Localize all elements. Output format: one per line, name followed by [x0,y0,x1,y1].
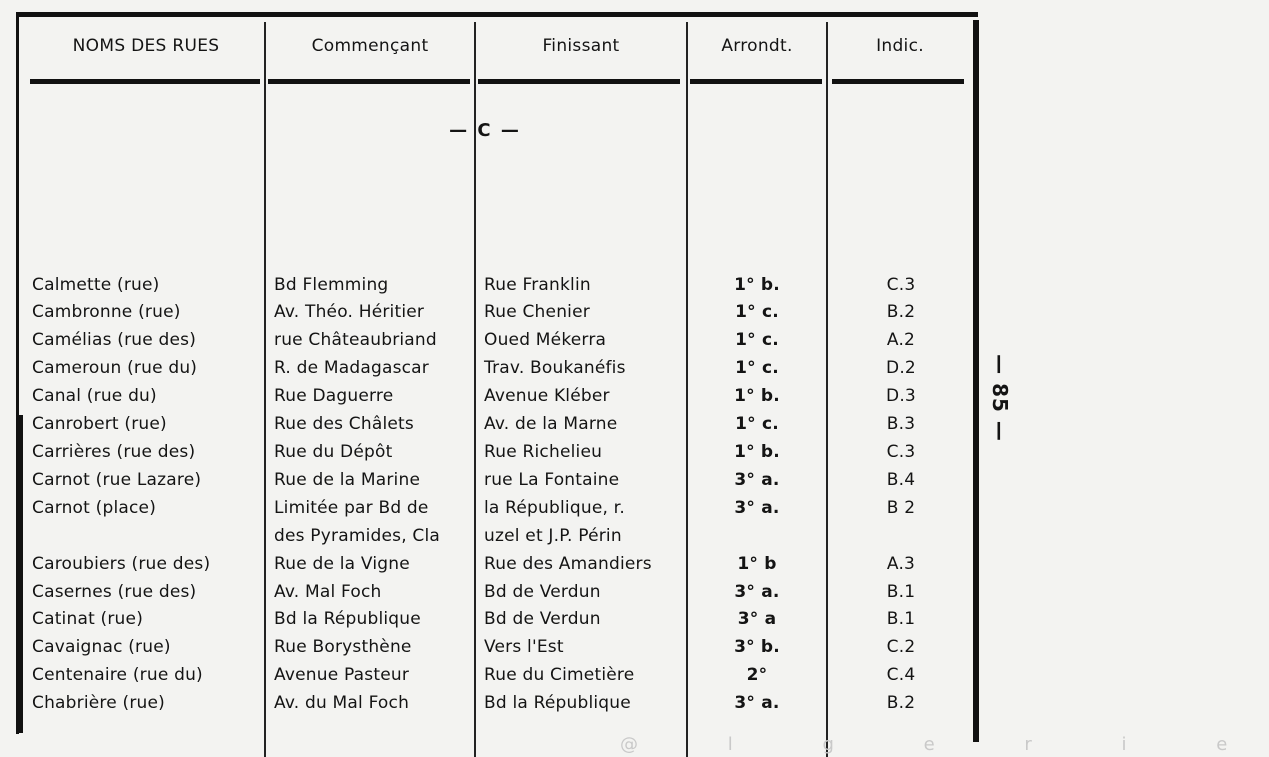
street-name-cell: Carnot (place) [32,498,157,518]
map-index-cell: D.3 [886,386,916,406]
map-index-cell: B.1 [886,609,916,629]
district-cell: 1° b. [734,275,780,295]
map-index-cell: B.1 [886,582,916,602]
district-cell: 2° [746,665,768,685]
district-cell: 3° a [737,609,777,629]
street-end-cell: Rue des Amandiers [484,554,652,574]
header-index: Indic. [876,36,924,56]
header-start: Commençant [311,36,429,56]
street-start-cell: rue Châteaubriand [274,330,437,350]
street-start-cell: Rue Daguerre [274,386,394,406]
map-index-cell: C.3 [886,275,916,295]
street-start-cell: Rue Borysthène [274,637,412,657]
district-cell: 1° b. [734,442,780,462]
street-name-cell: Casernes (rue des) [32,582,197,602]
map-index-cell: B 2 [886,498,916,518]
street-start-cell: R. de Madagascar [274,358,429,378]
street-name-cell: Canrobert (rue) [32,414,167,434]
column-divider [826,22,828,757]
street-start-cell: Rue de la Marine [274,470,421,490]
header-street-names: NOMS DES RUES [72,36,220,56]
street-start-cell: des Pyramides, Cla [274,526,441,546]
street-end-cell: Rue Richelieu [484,442,603,462]
district-cell: 3° a. [734,582,780,602]
map-index-cell: A.2 [886,330,916,350]
street-start-cell: Av. du Mal Foch [274,693,410,713]
street-end-cell: Bd de Verdun [484,582,601,602]
column-divider [686,22,688,757]
district-cell: 3° a. [734,693,780,713]
street-end-cell: Rue du Cimetière [484,665,635,685]
street-start-cell: Limitée par Bd de [274,498,429,518]
street-start-cell: Rue des Châlets [274,414,414,434]
district-cell: 1° b [737,554,777,574]
header-end: Finissant [542,36,620,56]
street-name-cell: Carnot (rue Lazare) [32,470,202,490]
header-underline [30,79,260,84]
street-end-cell: rue La Fontaine [484,470,620,490]
map-index-cell: A.3 [886,554,916,574]
top-rule [18,12,978,17]
street-end-cell: Rue Chenier [484,302,590,322]
section-letter: — C — [449,120,521,141]
street-start-cell: Avenue Pasteur [274,665,410,685]
map-index-cell: B.2 [886,302,916,322]
street-end-cell: Av. de la Marne [484,414,618,434]
street-end-cell: uzel et J.P. Périn [484,526,622,546]
street-end-cell: Vers l'Est [484,637,564,657]
street-end-cell: Avenue Kléber [484,386,610,406]
right-rule [973,20,979,742]
district-cell: 1° c. [735,330,779,350]
street-start-cell: Av. Mal Foch [274,582,382,602]
district-cell: 1° c. [735,358,779,378]
map-index-cell: B.3 [886,414,916,434]
street-name-cell: Carrières (rue des) [32,442,196,462]
street-name-cell: Cambronne (rue) [32,302,181,322]
map-index-cell: D.2 [886,358,916,378]
map-index-cell: B.4 [886,470,916,490]
district-cell: 3° a. [734,498,780,518]
page-number [982,318,1018,478]
header-underline [832,79,964,84]
street-name-cell: Centenaire (rue du) [32,665,203,685]
street-end-cell: Rue Franklin [484,275,591,295]
district-cell: 1° b. [734,386,780,406]
street-end-cell: Bd la République [484,693,631,713]
left-rule-lower [19,415,23,733]
district-cell: 3° b. [734,637,780,657]
street-end-cell: Oued Mékerra [484,330,607,350]
district-cell: 3° a. [734,470,780,490]
street-name-cell: Cavaignac (rue) [32,637,171,657]
column-divider [264,22,266,757]
header-underline [690,79,822,84]
street-end-cell: la République, r. [484,498,625,518]
map-index-cell: C.4 [886,665,916,685]
street-end-cell: Trav. Boukanéfis [484,358,626,378]
header-district: Arrondt. [721,36,793,56]
street-name-cell: Cameroun (rue du) [32,358,198,378]
street-start-cell: Rue de la Vigne [274,554,410,574]
street-start-cell: Bd Flemming [274,275,389,295]
header-underline [268,79,470,84]
street-name-cell: Chabrière (rue) [32,693,165,713]
street-start-cell: Bd la République [274,609,421,629]
map-index-cell: C.3 [886,442,916,462]
street-name-cell: Canal (rue du) [32,386,157,406]
street-name-cell: Caroubiers (rue des) [32,554,211,574]
street-name-cell: Camélias (rue des) [32,330,197,350]
street-name-cell: Calmette (rue) [32,275,160,295]
map-index-cell: B.2 [886,693,916,713]
map-index-cell: C.2 [886,637,916,657]
watermark-text: @ l g e r i e [620,734,1269,755]
district-cell: 1° c. [735,302,779,322]
page-number-text: — 85 — [988,354,1013,442]
district-cell: 1° c. [735,414,779,434]
street-start-cell: Av. Théo. Héritier [274,302,425,322]
street-start-cell: Rue du Dépôt [274,442,393,462]
street-end-cell: Bd de Verdun [484,609,601,629]
header-underline [478,79,680,84]
street-name-cell: Catinat (rue) [32,609,144,629]
